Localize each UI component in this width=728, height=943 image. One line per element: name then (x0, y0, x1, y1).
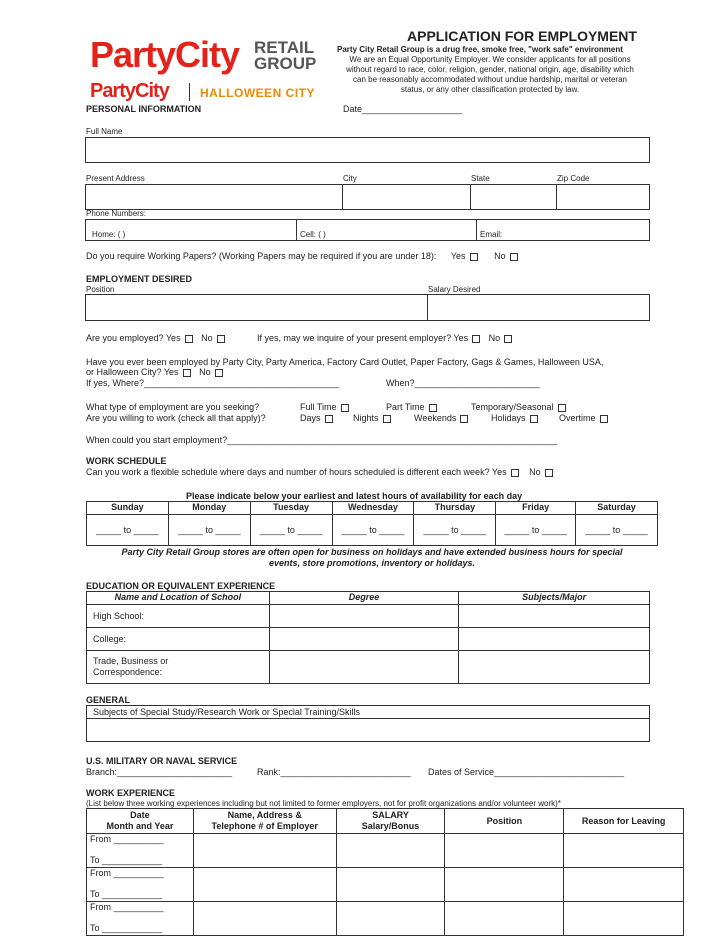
days-label: Days (300, 413, 321, 423)
willing-question: Are you willing to work (check all that apply)? (86, 413, 266, 423)
state-label: State (471, 174, 490, 183)
employment-type-question: What type of employment are you seeking? (86, 402, 260, 412)
availability-cell[interactable]: _____ to _____ (332, 515, 414, 546)
eeo-line: We are an Equal Opportunity Employer. We consider applicants for all positions (349, 55, 631, 64)
logo-divider (189, 83, 190, 101)
day-header: Wednesday (332, 502, 414, 515)
phone-numbers-label: Phone Numbers: (86, 209, 147, 218)
position-cell[interactable] (445, 902, 564, 936)
full-time-option (300, 402, 349, 412)
military-heading: U.S. MILITARY OR NAVAL SERVICE (86, 756, 238, 766)
school-column-header: Name and Location of School (87, 592, 270, 605)
start-employment-field[interactable]: When could you start employment?__________________________________________________________________ (86, 435, 558, 445)
flexible-schedule-question (86, 467, 553, 477)
branch-field[interactable]: Branch:_______________________ (86, 767, 233, 777)
day-header: Sunday (87, 502, 169, 515)
personal-info-heading: PERSONAL INFORMATION (86, 104, 202, 114)
date-cell[interactable] (87, 868, 194, 902)
employed-q-text: Are you employed? Yes (86, 333, 181, 343)
employer-column-header (193, 809, 336, 834)
header-line: Name, Address & (227, 810, 302, 820)
employed-yes-checkbox[interactable] (185, 335, 193, 343)
availability-cell[interactable]: _____ to _____ (168, 515, 250, 546)
cell-phone-input[interactable] (296, 219, 477, 241)
flexible-yes-checkbox[interactable] (511, 469, 519, 477)
availability-instruction: Please indicate below your earliest and latest hours of availability for each day (186, 491, 523, 501)
schedule-note (86, 547, 658, 569)
header-line: Date (130, 810, 150, 820)
email-input[interactable] (476, 219, 650, 241)
from-label: From __________ (90, 902, 164, 912)
halloween-city-logo: HALLOWEEN CITY (200, 86, 315, 100)
date-cell[interactable] (87, 902, 194, 936)
employed-no-checkbox[interactable] (217, 335, 225, 343)
from-label: From __________ (90, 868, 164, 878)
part-time-option (386, 402, 437, 412)
ever-employed-no-checkbox[interactable] (215, 369, 223, 377)
party-city-retail-group-logo (90, 34, 320, 78)
day-header: Thursday (414, 502, 496, 515)
weekends-checkbox[interactable] (460, 415, 468, 423)
row-label: High School: (93, 611, 145, 621)
ever-employed-yes-checkbox[interactable] (183, 369, 191, 377)
city-input[interactable] (342, 184, 471, 210)
employer-cell[interactable] (193, 834, 336, 868)
eeo-line: without regard to race, color, religion, gender, national origin, age, disability which (346, 65, 634, 74)
employed-question (86, 333, 225, 343)
row-label: College: (93, 634, 127, 644)
logo-group-text: GROUP (254, 54, 317, 73)
inquire-q-text: If yes, may we inquire of your present employer? Yes (257, 333, 469, 343)
subjects-cell[interactable] (459, 628, 650, 651)
nights-option (353, 413, 391, 423)
degree-cell[interactable] (269, 628, 459, 651)
no-label: No (488, 333, 501, 343)
availability-cell[interactable]: _____ to _____ (87, 515, 169, 546)
salary-column-header (336, 809, 445, 834)
inquire-yes-checkbox[interactable] (472, 335, 480, 343)
header-line: Telephone # of Employer (211, 821, 318, 831)
high-school-label (87, 605, 270, 628)
date-cell[interactable] (87, 834, 194, 868)
salary-cell[interactable] (336, 834, 445, 868)
no-label: No (201, 333, 213, 343)
eeo-line: status, or any other classification protected by law. (400, 85, 580, 94)
dates-of-service-field[interactable]: Dates of Service__________________________ (428, 767, 625, 777)
day-header: Monday (168, 502, 250, 515)
page-title: APPLICATION FOR EMPLOYMENT (407, 28, 637, 44)
to-label: To ____________ (90, 855, 163, 865)
education-heading: EDUCATION OR EQUIVALENT EXPERIENCE (86, 581, 276, 591)
availability-cell[interactable]: _____ to _____ (576, 515, 658, 546)
divider (87, 718, 649, 719)
days-checkbox[interactable] (325, 415, 333, 423)
reason-cell[interactable] (564, 902, 684, 936)
day-header: Tuesday (250, 502, 332, 515)
position-label: Position (86, 285, 115, 294)
availability-table (86, 501, 658, 546)
present-address-label: Present Address (86, 174, 145, 183)
work-experience-heading: WORK EXPERIENCE (86, 788, 176, 798)
work-experience-table (86, 808, 684, 936)
ever-employed-question-line1: Have you ever been employed by Party City, Party America, Factory Card Outlet, Paper Factory, Gags & Games, Halloween USA, (86, 357, 604, 367)
header-line: Salary/Bonus (361, 821, 420, 831)
state-input[interactable] (470, 184, 557, 210)
date-field[interactable]: Date____________________ (343, 104, 463, 114)
salary-cell[interactable] (336, 902, 445, 936)
header-line: Month and Year (106, 821, 174, 831)
day-header: Saturday (576, 502, 658, 515)
address-input[interactable] (85, 184, 343, 210)
row-label: Trade, Business or (93, 656, 169, 666)
holidays-label: Holidays (491, 413, 526, 423)
no-label: No (199, 367, 211, 377)
holidays-option (491, 413, 538, 423)
from-label: From __________ (90, 834, 164, 844)
no-label: No (529, 467, 541, 477)
employer-cell[interactable] (193, 902, 336, 936)
trade-label (87, 651, 270, 684)
temporary-option (471, 402, 566, 412)
part-time-checkbox[interactable] (429, 404, 437, 412)
temporary-checkbox[interactable] (558, 404, 566, 412)
policy-line: Party City Retail Group is a drug free, smoke free, "work safe" environment (337, 45, 623, 54)
reason-cell[interactable] (564, 868, 684, 902)
full-time-label: Full Time (300, 402, 337, 412)
holidays-checkbox[interactable] (530, 415, 538, 423)
reason-column-header: Reason for Leaving (564, 809, 684, 834)
inquire-no-checkbox[interactable] (504, 335, 512, 343)
to-label: To ____________ (90, 889, 163, 899)
position-cell[interactable] (445, 868, 564, 902)
ever-q2-text: or Halloween City? Yes (86, 367, 179, 377)
schedule-note-line: events, store promotions, inventory or holidays. (268, 558, 476, 568)
overtime-checkbox[interactable] (600, 415, 608, 423)
flexible-no-checkbox[interactable] (545, 469, 553, 477)
subjects-cell[interactable] (459, 651, 650, 684)
salary-desired-input[interactable] (427, 294, 650, 321)
inquire-question (257, 333, 512, 343)
zip-input[interactable] (556, 184, 650, 210)
special-study-label: Subjects of Special Study/Research Work or Special Training/Skills (93, 707, 360, 717)
overtime-option (559, 413, 608, 423)
logo-retail-text: RETAIL (254, 38, 315, 57)
general-heading: GENERAL (86, 695, 131, 705)
degree-cell[interactable] (269, 605, 459, 628)
header-line: SALARY (372, 810, 409, 820)
full-time-checkbox[interactable] (341, 404, 349, 412)
weekends-option (414, 413, 468, 423)
nights-checkbox[interactable] (383, 415, 391, 423)
availability-cell[interactable]: _____ to _____ (250, 515, 332, 546)
subjects-column-header: Subjects/Major (459, 592, 650, 605)
row-label: Correspondence: (93, 667, 163, 677)
employment-desired-heading: EMPLOYMENT DESIRED (86, 274, 193, 284)
subjects-cell[interactable] (459, 605, 650, 628)
temporary-label: Temporary/Seasonal (471, 402, 554, 412)
salary-desired-label: Salary Desired (428, 285, 481, 294)
position-cell[interactable] (445, 834, 564, 868)
logo-party-city-text: PartyCity (90, 34, 240, 75)
degree-cell[interactable] (269, 651, 459, 684)
education-table (86, 591, 650, 684)
work-experience-instruction: (List below three working experiences including but not limited to former employers, not for profit organizations and/or volunteer work)* (86, 799, 561, 808)
weekends-label: Weekends (414, 413, 457, 423)
availability-cell[interactable]: _____ to _____ (414, 515, 496, 546)
home-phone-input[interactable] (85, 219, 297, 241)
working-papers-yes-checkbox[interactable] (470, 253, 478, 261)
eeo-line: can be reasonably accommodated without undue hardship, marital or veteran (353, 75, 627, 84)
overtime-label: Overtime (559, 413, 596, 423)
day-header: Friday (496, 502, 576, 515)
zip-label: Zip Code (557, 174, 590, 183)
rank-field[interactable]: Rank:__________________________ (257, 767, 411, 777)
part-time-label: Part Time (386, 402, 425, 412)
email-label: Email: (480, 230, 503, 239)
home-phone-label: Home: ( ) (92, 230, 126, 239)
cell-phone-label: Cell: ( ) (300, 230, 326, 239)
working-papers-question (86, 251, 518, 261)
yes-label: Yes (450, 251, 466, 261)
special-study-input[interactable] (86, 705, 650, 742)
flexible-q-text: Can you work a flexible schedule where days and number of hours scheduled is different each week? Yes (86, 467, 507, 477)
college-label (87, 628, 270, 651)
reason-cell[interactable] (564, 834, 684, 868)
full-name-input[interactable] (85, 137, 650, 163)
if-yes-where-field[interactable]: If yes, Where?_______________________________________ (86, 378, 340, 388)
eeo-statement (330, 55, 650, 95)
city-label: City (343, 174, 357, 183)
date-column-header (87, 809, 194, 834)
degree-column-header: Degree (269, 592, 459, 605)
employer-cell[interactable] (193, 868, 336, 902)
when-field[interactable]: When?_________________________ (386, 378, 540, 388)
nights-label: Nights (353, 413, 379, 423)
availability-cell[interactable]: _____ to _____ (496, 515, 576, 546)
to-label: To ____________ (90, 923, 163, 933)
schedule-note-line: Party City Retail Group stores are often open for business on holidays and have extended business hours for special (121, 547, 623, 557)
working-papers-text: Do you require Working Papers? (Working Papers may be required if you are under 18): (86, 251, 437, 261)
position-column-header: Position (445, 809, 564, 834)
days-option (300, 413, 333, 423)
ever-employed-question-line2 (86, 367, 223, 377)
salary-cell[interactable] (336, 868, 445, 902)
position-input[interactable] (85, 294, 428, 321)
full-name-label: Full Name (86, 127, 123, 136)
work-schedule-heading: WORK SCHEDULE (86, 456, 167, 466)
working-papers-no-checkbox[interactable] (510, 253, 518, 261)
no-label: No (494, 251, 506, 261)
party-city-small-logo: PartyCity (90, 80, 169, 102)
